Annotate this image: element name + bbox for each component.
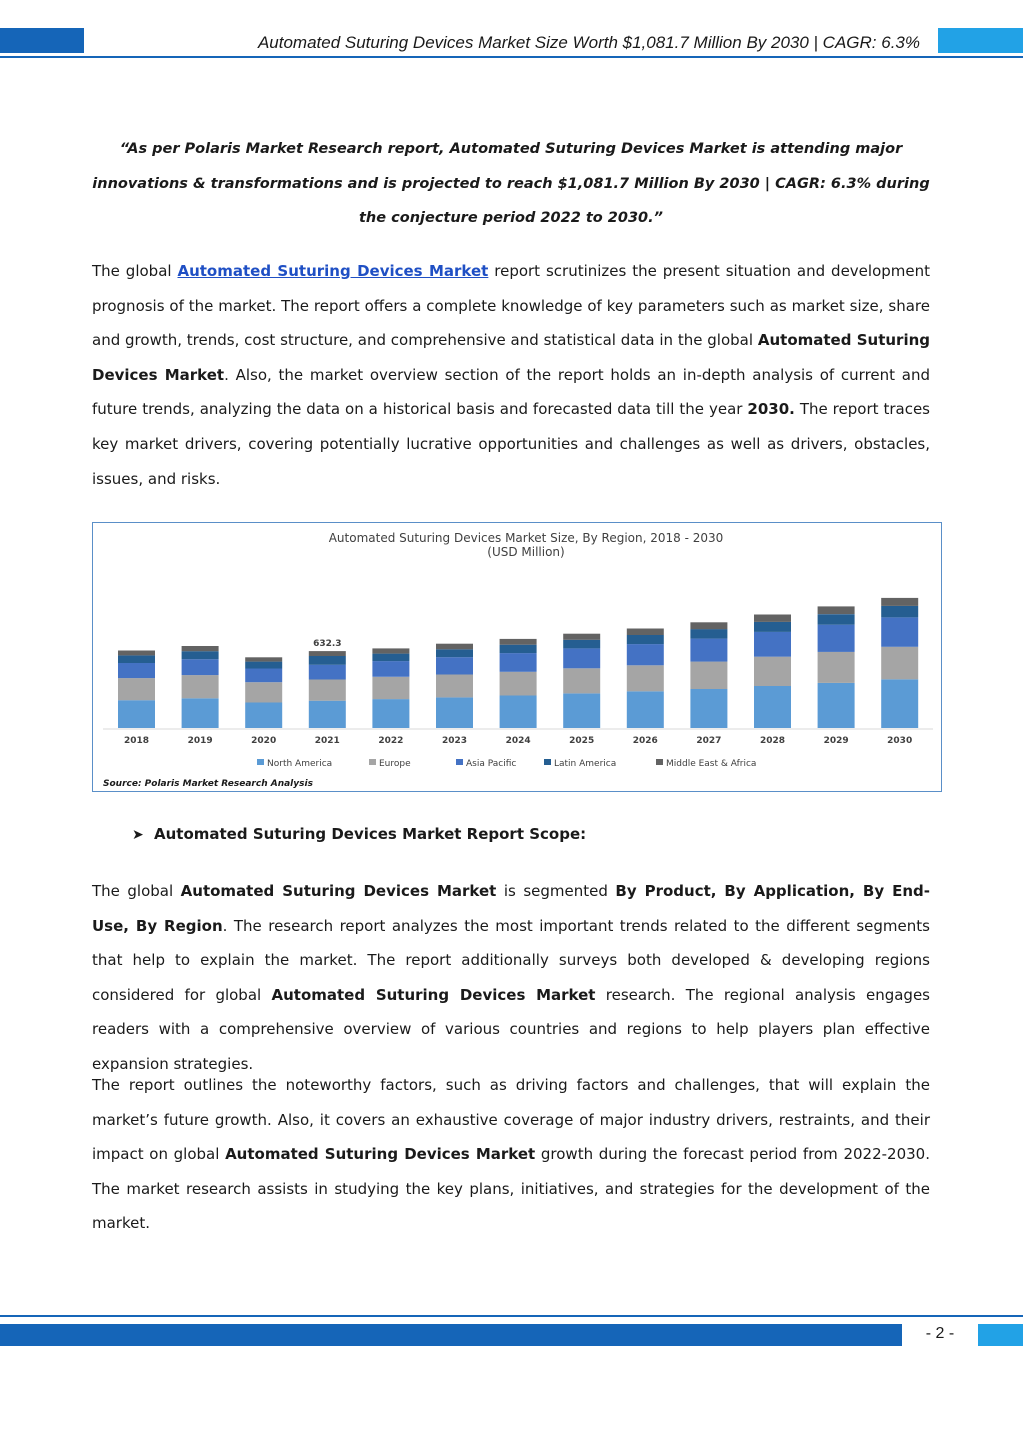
bar-2028-asia-pacific bbox=[754, 632, 791, 657]
chart-subtitle: (USD Million) bbox=[487, 545, 565, 559]
x-tick-label: 2024 bbox=[505, 736, 531, 746]
legend-swatch bbox=[257, 759, 264, 765]
legend-swatch bbox=[369, 759, 376, 765]
x-tick-label: 2021 bbox=[314, 736, 340, 746]
bar-2027-middle-east-africa bbox=[690, 622, 727, 629]
bar-2019-europe bbox=[182, 675, 219, 698]
legend-label: North America bbox=[267, 759, 333, 769]
bar-2026-europe bbox=[627, 665, 664, 691]
intro-quote: “As per Polaris Market Research report, Automated Suturing Devices Market is attending major innovations & transformations and is projected to reach $1,081.7 Million By 2030 | CAGR: 6.3% during the conjecture period 2022 to 2030.” bbox=[92, 141, 930, 226]
bar-2025-middle-east-africa bbox=[563, 634, 600, 640]
bar-2018-latin-america bbox=[118, 655, 155, 663]
bar-2026-latin-america bbox=[627, 635, 664, 644]
bar-2029-europe bbox=[818, 652, 855, 683]
x-tick-label: 2029 bbox=[823, 736, 849, 746]
x-tick-label: 2023 bbox=[441, 736, 468, 746]
bar-2030-latin-america bbox=[881, 606, 918, 618]
chart-source: Source: Polaris Market Research Analysis bbox=[103, 779, 313, 789]
bar-2030-asia-pacific bbox=[881, 618, 918, 647]
market-size-chart bbox=[92, 522, 942, 792]
text-run: is segmented bbox=[496, 882, 616, 900]
bar-2025-europe bbox=[563, 668, 600, 693]
bar-2018-north-america bbox=[118, 700, 155, 728]
paragraph-segmentation bbox=[92, 874, 930, 1082]
bar-2024-europe bbox=[500, 672, 537, 696]
header-right-block bbox=[938, 28, 1023, 53]
header-rule bbox=[0, 56, 1023, 58]
bar-2023-middle-east-africa bbox=[436, 644, 473, 650]
bar-2023-asia-pacific bbox=[436, 657, 473, 674]
arrow-bullet-icon: ➤ bbox=[132, 827, 144, 843]
x-tick-label: 2022 bbox=[378, 736, 404, 746]
scope-heading bbox=[132, 825, 586, 843]
bold-market-name: Automated Suturing Devices Market bbox=[180, 882, 497, 900]
bar-2027-north-america bbox=[690, 689, 727, 728]
bar-2028-europe bbox=[754, 657, 791, 686]
bar-2024-asia-pacific bbox=[500, 653, 537, 672]
bar-2026-middle-east-africa bbox=[627, 629, 664, 636]
bar-2022-north-america bbox=[372, 699, 409, 728]
bar-2026-asia-pacific bbox=[627, 644, 664, 665]
bar-2019-asia-pacific bbox=[182, 659, 219, 675]
bar-2019-north-america bbox=[182, 698, 219, 728]
bar-2029-middle-east-africa bbox=[818, 606, 855, 614]
x-axis-labels bbox=[124, 736, 912, 746]
bar-2023-latin-america bbox=[436, 649, 473, 657]
chart-bars bbox=[118, 598, 918, 728]
bar-2023-north-america bbox=[436, 697, 473, 728]
legend-label: Europe bbox=[379, 759, 411, 769]
bar-2028-north-america bbox=[754, 686, 791, 728]
bar-2021-middle-east-africa bbox=[309, 651, 346, 656]
x-tick-label: 2018 bbox=[123, 736, 150, 746]
bar-2024-middle-east-africa bbox=[500, 639, 537, 645]
text-run: The global bbox=[92, 262, 178, 280]
bold-segments: By Product, By Application, By End-Use, By Region bbox=[92, 882, 930, 935]
bar-2024-latin-america bbox=[500, 645, 537, 653]
bar-2028-latin-america bbox=[754, 622, 791, 632]
x-tick-label: 2019 bbox=[187, 736, 213, 746]
x-tick-label: 2025 bbox=[569, 736, 595, 746]
legend-swatch bbox=[544, 759, 551, 765]
x-tick-label: 2030 bbox=[887, 736, 913, 746]
data-label-2021: 632.3 bbox=[313, 639, 342, 650]
bar-2030-north-america bbox=[881, 679, 918, 728]
bar-2021-asia-pacific bbox=[309, 665, 346, 680]
bar-2018-asia-pacific bbox=[118, 663, 155, 678]
text-run: research. The regional analysis engages readers with a comprehensive overview of various countries and regions to help players plan effective expansion strategies. bbox=[92, 985, 930, 1073]
bar-2020-latin-america bbox=[245, 662, 282, 669]
bold-market-name: Automated Suturing Devices Market bbox=[92, 331, 931, 384]
bar-2030-europe bbox=[881, 647, 918, 680]
bar-2022-asia-pacific bbox=[372, 661, 409, 677]
legend-label: Asia Pacific bbox=[466, 759, 517, 769]
bar-2025-asia-pacific bbox=[563, 648, 600, 668]
bar-2023-europe bbox=[436, 674, 473, 697]
scope-heading-text: Automated Suturing Devices Market Report Scope: bbox=[154, 825, 587, 843]
legend-item bbox=[257, 759, 332, 769]
paragraph-factors bbox=[92, 1068, 930, 1241]
text-run: The global bbox=[92, 882, 181, 900]
legend-label: Middle East & Africa bbox=[666, 759, 757, 769]
market-report-link[interactable]: Automated Suturing Devices Market bbox=[177, 262, 489, 280]
bar-2029-latin-america bbox=[818, 614, 855, 625]
bar-2021-north-america bbox=[309, 701, 346, 728]
legend-item bbox=[369, 759, 411, 769]
bar-2020-middle-east-africa bbox=[245, 657, 282, 661]
paragraph-overview bbox=[92, 254, 930, 496]
bar-2022-middle-east-africa bbox=[372, 648, 409, 653]
text-run: The report outlines the noteworthy factors, such as driving factors and challenges, that will explain the market’s future growth. Also, it covers an exhaustive coverage of major industry drivers, restraints, and their impact on global bbox=[92, 1076, 930, 1164]
bar-2027-asia-pacific bbox=[690, 639, 727, 662]
legend-item bbox=[456, 759, 516, 769]
bar-2018-europe bbox=[118, 678, 155, 700]
bar-2025-latin-america bbox=[563, 640, 600, 649]
header-title: Automated Suturing Devices Market Size Worth $1,081.7 Million By 2030 | CAGR: 6.3% bbox=[257, 33, 920, 52]
bar-2020-europe bbox=[245, 682, 282, 702]
text-run: . Also, the market overview section of the report holds an in-depth analysis of current and future trends, analyzing the data on a historical basis and forecasted data till the year bbox=[92, 365, 930, 419]
x-tick-label: 2028 bbox=[759, 736, 786, 746]
legend-item bbox=[656, 759, 756, 769]
legend-swatch bbox=[456, 759, 463, 765]
x-tick-label: 2027 bbox=[696, 736, 722, 746]
chart-canvas bbox=[93, 523, 943, 793]
footer-bar bbox=[0, 1324, 902, 1346]
bold-year: 2030. bbox=[747, 400, 795, 419]
legend-label: Latin America bbox=[554, 759, 617, 769]
bold-market-name: Automated Suturing Devices Market bbox=[271, 985, 596, 1004]
bar-2021-latin-america bbox=[309, 656, 346, 665]
bar-2022-latin-america bbox=[372, 654, 409, 662]
footer-rule bbox=[0, 1315, 1023, 1317]
text-run: report scrutinizes the present situation and development prognosis of the market. The report offers a complete knowledge of key parameters such as market size, share and growth, trends, cost structure, and comprehensive and statistical data in the global bbox=[92, 262, 930, 350]
bar-2027-latin-america bbox=[690, 629, 727, 639]
bar-2019-latin-america bbox=[182, 651, 219, 659]
text-run: The report traces key market drivers, covering potentially lucrative opportunities and challenges as well as drivers, obstacles, issues, and risks. bbox=[92, 400, 930, 488]
x-tick-label: 2026 bbox=[632, 736, 658, 746]
bar-2020-north-america bbox=[245, 703, 282, 729]
bar-2029-north-america bbox=[818, 683, 855, 728]
footer-right-block bbox=[978, 1324, 1023, 1346]
bar-2027-europe bbox=[690, 662, 727, 689]
bar-2030-middle-east-africa bbox=[881, 598, 918, 606]
chart-legend bbox=[257, 759, 756, 769]
bar-2024-north-america bbox=[500, 696, 537, 729]
chart-title: Automated Suturing Devices Market Size, By Region, 2018 - 2030 bbox=[328, 531, 724, 545]
page-number: - 2 - bbox=[925, 1325, 955, 1342]
bar-2018-middle-east-africa bbox=[118, 651, 155, 656]
x-tick-label: 2020 bbox=[251, 736, 277, 746]
bar-2026-north-america bbox=[627, 691, 664, 728]
bar-2020-asia-pacific bbox=[245, 669, 282, 683]
bar-2019-middle-east-africa bbox=[182, 646, 219, 651]
legend-item bbox=[544, 759, 616, 769]
text-run: . The research report analyzes the most important trends related to the different segments that help to explain the market. The report additionally surveys both developed & developing regions considered for global bbox=[92, 916, 930, 1004]
bold-market-name: Automated Suturing Devices Market bbox=[225, 1145, 536, 1164]
bar-2028-middle-east-africa bbox=[754, 615, 791, 622]
bar-2021-europe bbox=[309, 680, 346, 701]
legend-swatch bbox=[656, 759, 663, 765]
header-left-block bbox=[0, 28, 84, 53]
bar-2022-europe bbox=[372, 677, 409, 699]
text-run: growth during the forecast period from 2022-2030. The market research assists in studying the key plans, initiatives, and strategies for the development of the market. bbox=[92, 1145, 930, 1233]
bar-2029-asia-pacific bbox=[818, 625, 855, 652]
bar-2025-north-america bbox=[563, 694, 600, 729]
